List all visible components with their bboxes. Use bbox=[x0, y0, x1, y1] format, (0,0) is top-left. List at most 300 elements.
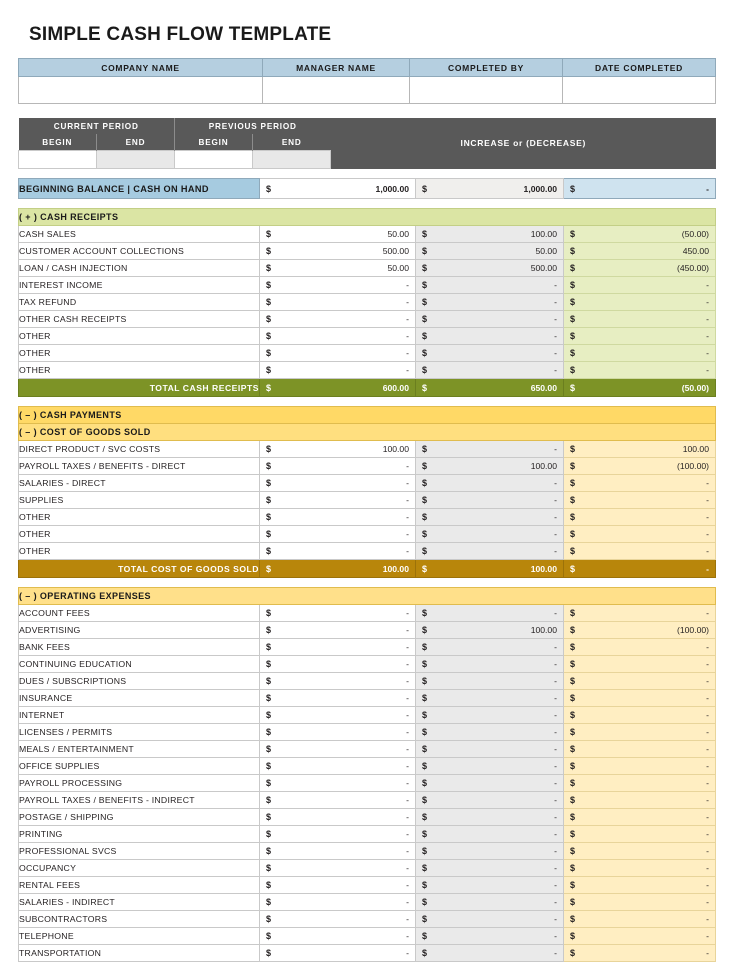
currency-symbol: $ bbox=[570, 744, 576, 754]
company-name-input[interactable] bbox=[19, 77, 263, 104]
opex-item-previous-cell[interactable] bbox=[416, 809, 564, 826]
opex-item-change-cell[interactable] bbox=[564, 656, 716, 673]
currency-symbol: $ bbox=[422, 348, 428, 358]
cash-receipt-item-previous-value: - bbox=[554, 280, 557, 290]
cogs-item-previous-cell[interactable] bbox=[416, 509, 564, 526]
opex-item-change-cell[interactable] bbox=[564, 894, 716, 911]
table-row bbox=[19, 543, 716, 560]
cash-receipt-item-change-value: 450.00 bbox=[682, 246, 709, 256]
opex-item-label: TELEPHONE bbox=[19, 928, 260, 945]
currency-symbol: $ bbox=[266, 863, 272, 873]
currency-symbol: $ bbox=[422, 659, 428, 669]
currency-symbol: $ bbox=[570, 795, 576, 805]
cash-receipt-item-change-value: - bbox=[706, 331, 709, 341]
opex-item-change-value: - bbox=[706, 829, 710, 839]
currency-symbol: $ bbox=[266, 676, 272, 686]
cogs-item-change-cell[interactable] bbox=[564, 509, 716, 526]
currency-symbol: $ bbox=[570, 512, 576, 522]
currency-symbol: $ bbox=[266, 778, 272, 788]
cash-receipt-item-current-value: - bbox=[406, 348, 409, 358]
cogs-item-current-cell[interactable] bbox=[260, 458, 416, 475]
opex-item-label: POSTAGE / SHIPPING bbox=[19, 809, 260, 826]
opex-item-current-cell[interactable] bbox=[260, 945, 416, 962]
currency-symbol: $ bbox=[570, 348, 576, 358]
increase-decrease-label: INCREASE or (DECREASE) bbox=[331, 118, 716, 169]
currency-symbol: $ bbox=[570, 778, 576, 788]
opex-item-previous-cell[interactable] bbox=[416, 622, 564, 639]
opex-item-current-value: - bbox=[406, 846, 409, 856]
opex-item-current-value: - bbox=[406, 897, 409, 907]
cash-receipt-item-current-cell[interactable] bbox=[260, 294, 416, 311]
opex-item-change-cell[interactable] bbox=[564, 843, 716, 860]
opex-item-current-cell[interactable] bbox=[260, 758, 416, 775]
opex-item-current-value: - bbox=[406, 693, 409, 703]
cash-receipt-item-change-cell[interactable] bbox=[564, 345, 716, 362]
manager-name-input[interactable] bbox=[263, 77, 410, 104]
cogs-item-previous-cell[interactable] bbox=[416, 475, 564, 492]
opex-item-current-value: - bbox=[406, 659, 409, 669]
cash-receipt-item-previous-cell[interactable] bbox=[416, 345, 564, 362]
opex-item-previous-value: - bbox=[554, 710, 557, 720]
opex-item-label: RENTAL FEES bbox=[19, 877, 260, 894]
currency-symbol: $ bbox=[422, 727, 428, 737]
cogs-item-previous-cell[interactable] bbox=[416, 458, 564, 475]
opex-item-current-cell[interactable] bbox=[260, 724, 416, 741]
opex-item-previous-cell[interactable] bbox=[416, 894, 564, 911]
cogs-item-current-cell[interactable] bbox=[260, 526, 416, 543]
currency-symbol: $ bbox=[266, 897, 272, 907]
opex-item-current-cell[interactable] bbox=[260, 860, 416, 877]
opex-item-previous-value: - bbox=[554, 761, 557, 771]
opex-item-change-cell[interactable] bbox=[564, 860, 716, 877]
opex-item-change-cell[interactable] bbox=[564, 690, 716, 707]
opex-item-current-cell[interactable] bbox=[260, 911, 416, 928]
opex-item-current-cell[interactable] bbox=[260, 707, 416, 724]
opex-item-current-cell[interactable] bbox=[260, 690, 416, 707]
opex-item-change-cell[interactable] bbox=[564, 945, 716, 962]
cash-receipt-item-change-cell[interactable] bbox=[564, 260, 716, 277]
currency-symbol: $ bbox=[570, 529, 576, 539]
currency-symbol: $ bbox=[422, 461, 428, 471]
cogs-item-change-cell[interactable] bbox=[564, 458, 716, 475]
opex-item-previous-cell[interactable] bbox=[416, 877, 564, 894]
opex-item-change-cell[interactable] bbox=[564, 741, 716, 758]
currency-symbol: $ bbox=[570, 829, 576, 839]
opex-item-previous-cell[interactable] bbox=[416, 911, 564, 928]
beginning-balance-previous-value: 1,000.00 bbox=[523, 183, 557, 194]
currency-symbol: $ bbox=[266, 348, 272, 358]
cash-receipt-item-previous-cell[interactable] bbox=[416, 294, 564, 311]
opex-item-current-cell[interactable] bbox=[260, 656, 416, 673]
spacer bbox=[14, 104, 722, 118]
opex-item-current-cell[interactable] bbox=[260, 605, 416, 622]
currency-symbol: $ bbox=[570, 642, 576, 652]
cash-receipts-total-current-cell bbox=[260, 379, 416, 397]
table-row bbox=[19, 911, 716, 928]
opex-item-previous-cell[interactable] bbox=[416, 826, 564, 843]
cogs-item-previous-cell[interactable] bbox=[416, 526, 564, 543]
cogs-item-current-cell[interactable] bbox=[260, 509, 416, 526]
cogs-item-previous-cell[interactable] bbox=[416, 543, 564, 560]
table-row bbox=[19, 792, 716, 809]
cash-receipts-table bbox=[18, 208, 716, 397]
currency-symbol: $ bbox=[422, 183, 428, 194]
currency-symbol: $ bbox=[570, 546, 576, 556]
currency-symbol: $ bbox=[422, 897, 428, 907]
cogs-total-current-value: 100.00 bbox=[382, 563, 409, 574]
beginning-balance-previous-cell[interactable] bbox=[416, 179, 564, 199]
cash-receipt-item-previous-value: - bbox=[554, 365, 557, 375]
opex-item-previous-value: - bbox=[554, 812, 557, 822]
opex-item-change-cell[interactable] bbox=[564, 673, 716, 690]
opex-item-change-value: - bbox=[706, 642, 710, 652]
cogs-item-change-value: - bbox=[706, 495, 709, 505]
currency-symbol: $ bbox=[570, 444, 576, 454]
period-current-end-input[interactable] bbox=[97, 151, 175, 169]
cash-receipts-total-current-value: 600.00 bbox=[382, 382, 409, 393]
currency-symbol: $ bbox=[570, 846, 576, 856]
period-previous-end-input[interactable] bbox=[253, 151, 331, 169]
currency-symbol: $ bbox=[570, 246, 576, 256]
completed-by-input[interactable] bbox=[410, 77, 563, 104]
opex-item-current-cell[interactable] bbox=[260, 877, 416, 894]
currency-symbol: $ bbox=[422, 608, 428, 618]
opex-item-current-value: - bbox=[406, 727, 409, 737]
opex-item-previous-cell[interactable] bbox=[416, 673, 564, 690]
opex-item-previous-cell[interactable] bbox=[416, 945, 564, 962]
opex-item-previous-cell[interactable] bbox=[416, 690, 564, 707]
operating-expenses-rows bbox=[19, 605, 716, 962]
beginning-balance-change-cell bbox=[564, 179, 716, 199]
cogs-item-current-cell[interactable] bbox=[260, 492, 416, 509]
opex-item-change-value: - bbox=[706, 795, 710, 805]
info-header-manager-name: MANAGER NAME bbox=[263, 59, 410, 77]
currency-symbol: $ bbox=[422, 625, 428, 635]
opex-item-current-value: - bbox=[406, 880, 409, 890]
cogs-item-previous-cell[interactable] bbox=[416, 492, 564, 509]
opex-item-previous-cell[interactable] bbox=[416, 741, 564, 758]
currency-symbol: $ bbox=[422, 246, 428, 256]
company-info-table bbox=[18, 58, 716, 104]
cash-receipt-item-change-cell[interactable] bbox=[564, 311, 716, 328]
opex-item-change-cell[interactable] bbox=[564, 826, 716, 843]
opex-item-label: PAYROLL PROCESSING bbox=[19, 775, 260, 792]
opex-item-change-cell[interactable] bbox=[564, 724, 716, 741]
opex-item-current-value: - bbox=[406, 642, 409, 652]
currency-symbol: $ bbox=[570, 183, 576, 194]
currency-symbol: $ bbox=[266, 914, 272, 924]
opex-item-previous-value: - bbox=[554, 863, 557, 873]
opex-item-previous-value: 100.00 bbox=[530, 625, 557, 635]
opex-item-previous-value: - bbox=[554, 931, 557, 941]
cash-receipt-item-current-cell[interactable] bbox=[260, 328, 416, 345]
cash-receipt-item-current-cell[interactable] bbox=[260, 277, 416, 294]
opex-item-change-cell[interactable] bbox=[564, 639, 716, 656]
currency-symbol: $ bbox=[266, 829, 272, 839]
beginning-balance-current-cell[interactable] bbox=[260, 179, 416, 199]
currency-symbol: $ bbox=[422, 880, 428, 890]
currency-symbol: $ bbox=[422, 529, 428, 539]
cash-receipt-item-previous-value: 50.00 bbox=[535, 246, 557, 256]
opex-item-label: DUES / SUBSCRIPTIONS bbox=[19, 673, 260, 690]
opex-item-previous-value: - bbox=[554, 778, 557, 788]
cogs-item-previous-value: - bbox=[554, 546, 557, 556]
cogs-item-current-cell[interactable] bbox=[260, 475, 416, 492]
cash-receipts-header-row bbox=[19, 209, 716, 226]
cash-receipt-item-change-value: - bbox=[706, 314, 709, 324]
currency-symbol: $ bbox=[266, 948, 272, 958]
cogs-item-change-cell[interactable] bbox=[564, 475, 716, 492]
opex-item-change-cell[interactable] bbox=[564, 928, 716, 945]
opex-item-previous-cell[interactable] bbox=[416, 775, 564, 792]
currency-symbol: $ bbox=[266, 314, 272, 324]
currency-symbol: $ bbox=[266, 659, 272, 669]
info-input-row bbox=[19, 77, 716, 104]
opex-item-change-cell[interactable] bbox=[564, 775, 716, 792]
opex-item-change-value: - bbox=[706, 948, 710, 958]
opex-item-current-value: - bbox=[406, 761, 409, 771]
opex-item-current-cell[interactable] bbox=[260, 741, 416, 758]
currency-symbol: $ bbox=[422, 863, 428, 873]
table-row bbox=[19, 775, 716, 792]
opex-item-current-cell[interactable] bbox=[260, 843, 416, 860]
cogs-item-current-cell[interactable] bbox=[260, 543, 416, 560]
currency-symbol: $ bbox=[422, 331, 428, 341]
currency-symbol: $ bbox=[266, 183, 272, 194]
cogs-item-change-cell[interactable] bbox=[564, 543, 716, 560]
table-row bbox=[19, 707, 716, 724]
currency-symbol: $ bbox=[266, 263, 272, 273]
cogs-item-label: DIRECT PRODUCT / SVC COSTS bbox=[19, 441, 260, 458]
currency-symbol: $ bbox=[266, 478, 272, 488]
cash-receipt-item-label: INTEREST INCOME bbox=[19, 277, 260, 294]
currency-symbol: $ bbox=[422, 846, 428, 856]
currency-symbol: $ bbox=[570, 263, 576, 273]
cash-receipt-item-current-value: - bbox=[406, 365, 409, 375]
opex-item-label: TRANSPORTATION bbox=[19, 945, 260, 962]
currency-symbol: $ bbox=[266, 727, 272, 737]
opex-item-current-cell[interactable] bbox=[260, 928, 416, 945]
opex-item-current-cell[interactable] bbox=[260, 792, 416, 809]
currency-symbol: $ bbox=[266, 444, 272, 454]
opex-item-change-cell[interactable] bbox=[564, 622, 716, 639]
opex-item-current-cell[interactable] bbox=[260, 826, 416, 843]
cash-receipt-item-label: OTHER bbox=[19, 345, 260, 362]
date-completed-input[interactable] bbox=[563, 77, 716, 104]
currency-symbol: $ bbox=[266, 812, 272, 822]
cash-receipt-item-change-cell[interactable] bbox=[564, 277, 716, 294]
opex-item-previous-value: - bbox=[554, 642, 557, 652]
cogs-item-current-value: - bbox=[406, 478, 409, 488]
cash-receipt-item-previous-value: - bbox=[554, 331, 557, 341]
opex-item-previous-cell[interactable] bbox=[416, 792, 564, 809]
opex-item-previous-cell[interactable] bbox=[416, 707, 564, 724]
period-current-begin-input[interactable] bbox=[19, 151, 97, 169]
opex-item-change-value: (100.00) bbox=[677, 625, 710, 635]
table-row bbox=[19, 492, 716, 509]
currency-symbol: $ bbox=[570, 812, 576, 822]
cash-receipt-item-label: CUSTOMER ACCOUNT COLLECTIONS bbox=[19, 243, 260, 260]
cash-receipt-item-change-value: (450.00) bbox=[676, 263, 709, 273]
currency-symbol: $ bbox=[266, 365, 272, 375]
opex-item-current-cell[interactable] bbox=[260, 775, 416, 792]
cash-receipts-total-row bbox=[19, 379, 716, 397]
cash-receipt-item-label: OTHER bbox=[19, 362, 260, 379]
currency-symbol: $ bbox=[422, 280, 428, 290]
cash-receipt-item-previous-cell[interactable] bbox=[416, 226, 564, 243]
cash-receipt-item-previous-cell[interactable] bbox=[416, 277, 564, 294]
opex-item-change-value: - bbox=[706, 778, 710, 788]
opex-item-previous-cell[interactable] bbox=[416, 605, 564, 622]
cogs-item-previous-value: - bbox=[554, 444, 557, 454]
cash-receipt-item-current-value: - bbox=[406, 297, 409, 307]
opex-item-previous-cell[interactable] bbox=[416, 656, 564, 673]
opex-item-previous-cell[interactable] bbox=[416, 928, 564, 945]
cash-receipt-item-previous-cell[interactable] bbox=[416, 328, 564, 345]
opex-item-label: OCCUPANCY bbox=[19, 860, 260, 877]
cash-receipt-item-current-cell[interactable] bbox=[260, 243, 416, 260]
opex-item-label: INSURANCE bbox=[19, 690, 260, 707]
spacer bbox=[14, 397, 722, 406]
operating-expenses-header: ( – ) OPERATING EXPENSES bbox=[19, 588, 716, 605]
opex-item-previous-cell[interactable] bbox=[416, 843, 564, 860]
currency-symbol: $ bbox=[422, 297, 428, 307]
table-row bbox=[19, 226, 716, 243]
table-row bbox=[19, 260, 716, 277]
cogs-item-current-value: 100.00 bbox=[382, 444, 409, 454]
opex-item-label: INTERNET bbox=[19, 707, 260, 724]
table-row bbox=[19, 345, 716, 362]
opex-item-change-value: - bbox=[706, 608, 710, 618]
cash-receipt-item-label: LOAN / CASH INJECTION bbox=[19, 260, 260, 277]
table-row bbox=[19, 826, 716, 843]
opex-item-current-cell[interactable] bbox=[260, 622, 416, 639]
cogs-item-previous-value: 100.00 bbox=[530, 461, 557, 471]
currency-symbol: $ bbox=[266, 563, 272, 574]
opex-item-change-value: - bbox=[706, 659, 710, 669]
period-previous-begin-input[interactable] bbox=[175, 151, 253, 169]
cogs-item-label: OTHER bbox=[19, 509, 260, 526]
cogs-item-change-cell[interactable] bbox=[564, 441, 716, 458]
opex-item-change-value: - bbox=[706, 897, 710, 907]
opex-item-previous-value: - bbox=[554, 693, 557, 703]
cash-receipt-item-previous-cell[interactable] bbox=[416, 311, 564, 328]
opex-item-change-cell[interactable] bbox=[564, 707, 716, 724]
currency-symbol: $ bbox=[570, 863, 576, 873]
table-row bbox=[19, 758, 716, 775]
cash-receipt-item-current-cell[interactable] bbox=[260, 226, 416, 243]
opex-item-current-value: - bbox=[406, 778, 409, 788]
info-header-row bbox=[19, 59, 716, 77]
cash-receipt-item-change-cell[interactable] bbox=[564, 243, 716, 260]
cash-receipt-item-previous-cell[interactable] bbox=[416, 362, 564, 379]
cogs-total-change-cell bbox=[564, 560, 716, 578]
currency-symbol: $ bbox=[266, 880, 272, 890]
currency-symbol: $ bbox=[266, 529, 272, 539]
opex-item-change-cell[interactable] bbox=[564, 792, 716, 809]
page-title: SIMPLE CASH FLOW TEMPLATE bbox=[29, 24, 332, 45]
currency-symbol: $ bbox=[266, 495, 272, 505]
opex-item-previous-value: - bbox=[554, 846, 557, 856]
cash-receipt-item-current-cell[interactable] bbox=[260, 362, 416, 379]
currency-symbol: $ bbox=[266, 546, 272, 556]
cash-receipt-item-change-cell[interactable] bbox=[564, 328, 716, 345]
cash-receipt-item-change-cell[interactable] bbox=[564, 362, 716, 379]
cash-receipt-item-current-value: 50.00 bbox=[387, 263, 409, 273]
currency-symbol: $ bbox=[266, 761, 272, 771]
opex-item-change-cell[interactable] bbox=[564, 877, 716, 894]
currency-symbol: $ bbox=[570, 914, 576, 924]
opex-item-change-value: - bbox=[706, 931, 710, 941]
opex-item-change-cell[interactable] bbox=[564, 911, 716, 928]
cash-receipt-item-current-value: - bbox=[406, 280, 409, 290]
cogs-item-current-cell[interactable] bbox=[260, 441, 416, 458]
cash-receipt-item-previous-cell[interactable] bbox=[416, 243, 564, 260]
cogs-item-previous-cell[interactable] bbox=[416, 441, 564, 458]
cash-receipt-item-change-value: - bbox=[706, 297, 709, 307]
cash-receipt-item-current-cell[interactable] bbox=[260, 345, 416, 362]
cash-receipts-total-label: TOTAL CASH RECEIPTS bbox=[19, 379, 260, 397]
opex-item-label: ADVERTISING bbox=[19, 622, 260, 639]
opex-item-previous-cell[interactable] bbox=[416, 860, 564, 877]
opex-item-current-cell[interactable] bbox=[260, 673, 416, 690]
info-header-date-completed: DATE COMPLETED bbox=[563, 59, 716, 77]
opex-item-change-cell[interactable] bbox=[564, 605, 716, 622]
cash-receipt-item-previous-cell[interactable] bbox=[416, 260, 564, 277]
opex-item-current-cell[interactable] bbox=[260, 809, 416, 826]
cash-receipt-item-previous-value: - bbox=[554, 314, 557, 324]
cash-receipts-header: ( + ) CASH RECEIPTS bbox=[19, 209, 716, 226]
currency-symbol: $ bbox=[422, 365, 428, 375]
opex-item-change-value: - bbox=[706, 761, 710, 771]
cogs-item-change-cell[interactable] bbox=[564, 526, 716, 543]
opex-item-previous-cell[interactable] bbox=[416, 639, 564, 656]
currency-symbol: $ bbox=[570, 280, 576, 290]
opex-item-previous-value: - bbox=[554, 727, 557, 737]
opex-item-label: ACCOUNT FEES bbox=[19, 605, 260, 622]
table-row bbox=[19, 724, 716, 741]
opex-item-current-cell[interactable] bbox=[260, 894, 416, 911]
opex-item-change-cell[interactable] bbox=[564, 809, 716, 826]
period-current-label: CURRENT PERIOD bbox=[19, 118, 175, 134]
currency-symbol: $ bbox=[422, 229, 428, 239]
cash-receipt-item-current-cell[interactable] bbox=[260, 311, 416, 328]
cogs-item-change-cell[interactable] bbox=[564, 492, 716, 509]
opex-item-current-value: - bbox=[406, 829, 409, 839]
opex-item-change-value: - bbox=[706, 744, 710, 754]
table-row bbox=[19, 475, 716, 492]
currency-symbol: $ bbox=[570, 676, 576, 686]
cash-receipt-item-change-cell[interactable] bbox=[564, 294, 716, 311]
operating-expenses-table bbox=[18, 587, 716, 962]
currency-symbol: $ bbox=[266, 229, 272, 239]
opex-item-current-cell[interactable] bbox=[260, 639, 416, 656]
opex-item-change-cell[interactable] bbox=[564, 758, 716, 775]
currency-symbol: $ bbox=[422, 931, 428, 941]
cash-receipt-item-current-cell[interactable] bbox=[260, 260, 416, 277]
cogs-total-previous-value: 100.00 bbox=[530, 563, 557, 574]
period-previous-end-label: END bbox=[253, 134, 331, 151]
cash-receipts-total-previous-value: 650.00 bbox=[530, 382, 557, 393]
cash-receipt-item-change-cell[interactable] bbox=[564, 226, 716, 243]
currency-symbol: $ bbox=[422, 314, 428, 324]
currency-symbol: $ bbox=[570, 710, 576, 720]
info-header-completed-by: COMPLETED BY bbox=[410, 59, 563, 77]
opex-item-previous-cell[interactable] bbox=[416, 724, 564, 741]
opex-item-previous-cell[interactable] bbox=[416, 758, 564, 775]
currency-symbol: $ bbox=[422, 676, 428, 686]
cash-receipts-total-previous-cell bbox=[416, 379, 564, 397]
